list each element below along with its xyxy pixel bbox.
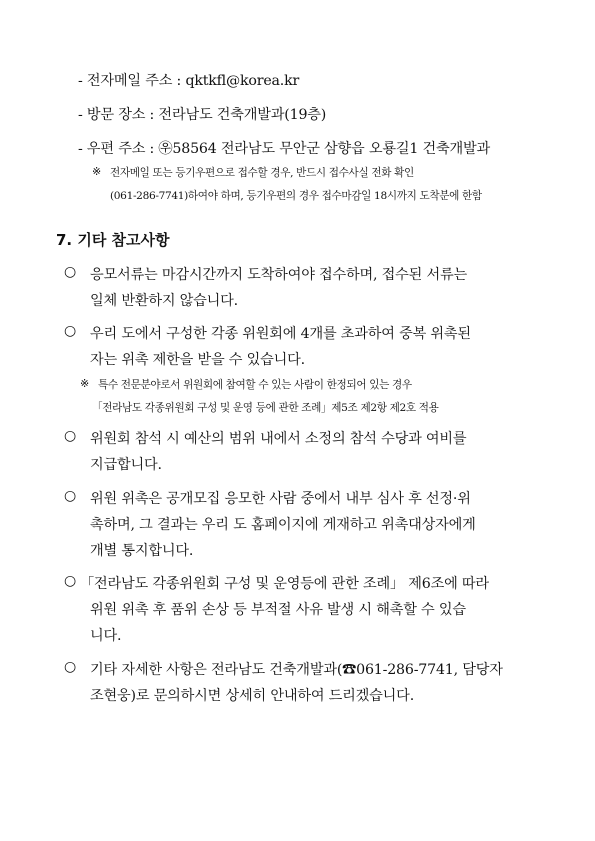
- bullet2-line1: 우리 도에서 구성한 각종 위원회에 4개를 초과하여 중복 위촉된: [90, 326, 471, 342]
- bullet2-line2: 자는 위촉 제한을 받을 수 있습니다.: [90, 352, 305, 368]
- bullet4-line3: 개별 통지합니다.: [90, 543, 194, 559]
- note-mark: ※: [92, 165, 102, 178]
- bullet3-line1: 위원회 참석 시 예산의 범위 내에서 소정의 참석 수당과 여비를: [90, 431, 467, 447]
- contact-note-line1: 전자메일 또는 등기우편으로 접수할 경우, 반드시 접수사실 전화 확인: [110, 167, 414, 179]
- bullet4-line2: 촉하며, 그 결과는 우리 도 홈페이지에 게재하고 위촉대상자에게: [90, 517, 476, 533]
- section-title: 7. 기타 참고사항: [56, 231, 170, 249]
- bullet1-line2: 일체 반환하지 않습니다.: [90, 293, 238, 309]
- bullet6-line1: 기타 자세한 사항은 전라남도 건축개발과(☎061-286-7741, 담당자: [90, 662, 503, 678]
- bullet1-line1: 응모서류는 마감시간까지 도착하여야 접수하며, 접수된 서류는: [90, 267, 467, 283]
- bullet6-line2: 조현웅)로 문의하시면 상세히 안내하여 드리겠습니다.: [90, 688, 414, 704]
- bullet3-line2: 지급합니다.: [90, 457, 162, 473]
- bullet2-note-line1: 특수 전문분야로서 위원회에 참여할 수 있는 사람이 한정되어 있는 경우: [98, 379, 412, 391]
- bullet-symbol: ○: [64, 428, 77, 444]
- bullet-symbol: ○: [64, 323, 77, 339]
- bullet4-line1: 위원 위촉은 공개모집 응모한 사람 중에서 내부 심사 후 선정·위: [90, 491, 471, 507]
- bullet-symbol: ○: [64, 264, 77, 280]
- bullet-symbol: ○: [64, 659, 77, 675]
- visit-line: - 방문 장소 : 전라남도 건축개발과(19층): [78, 107, 327, 123]
- email-line: - 전자메일 주소 : qktkfl@korea.kr: [78, 73, 300, 89]
- bullet-symbol: ○: [64, 488, 77, 504]
- bullet-symbol: ○: [64, 573, 77, 589]
- bullet2-note-mark: ※: [80, 377, 90, 390]
- contact-note-line2: (061-286-7741)하여야 하며, 등기우편의 경우 접수마감일 18시까지 도착분에 한함: [110, 190, 482, 202]
- bullet2-note-line2: 「전라남도 각종위원회 구성 및 운영 등에 관한 조례」제5조 제2항 제2호 적용: [92, 402, 439, 414]
- bullet5-line1: 「전라남도 각종위원회 구성 및 운영등에 관한 조례」 제6조에 따라: [80, 576, 489, 592]
- bullet5-line2: 위원 위촉 후 품위 손상 등 부적절 사유 발생 시 해촉할 수 있습: [90, 602, 466, 618]
- bullet5-line3: 니다.: [90, 628, 122, 644]
- mail-line: - 우편 주소 : ㉾58564 전라남도 무안군 삼향읍 오룡길1 건축개발과: [78, 141, 491, 157]
